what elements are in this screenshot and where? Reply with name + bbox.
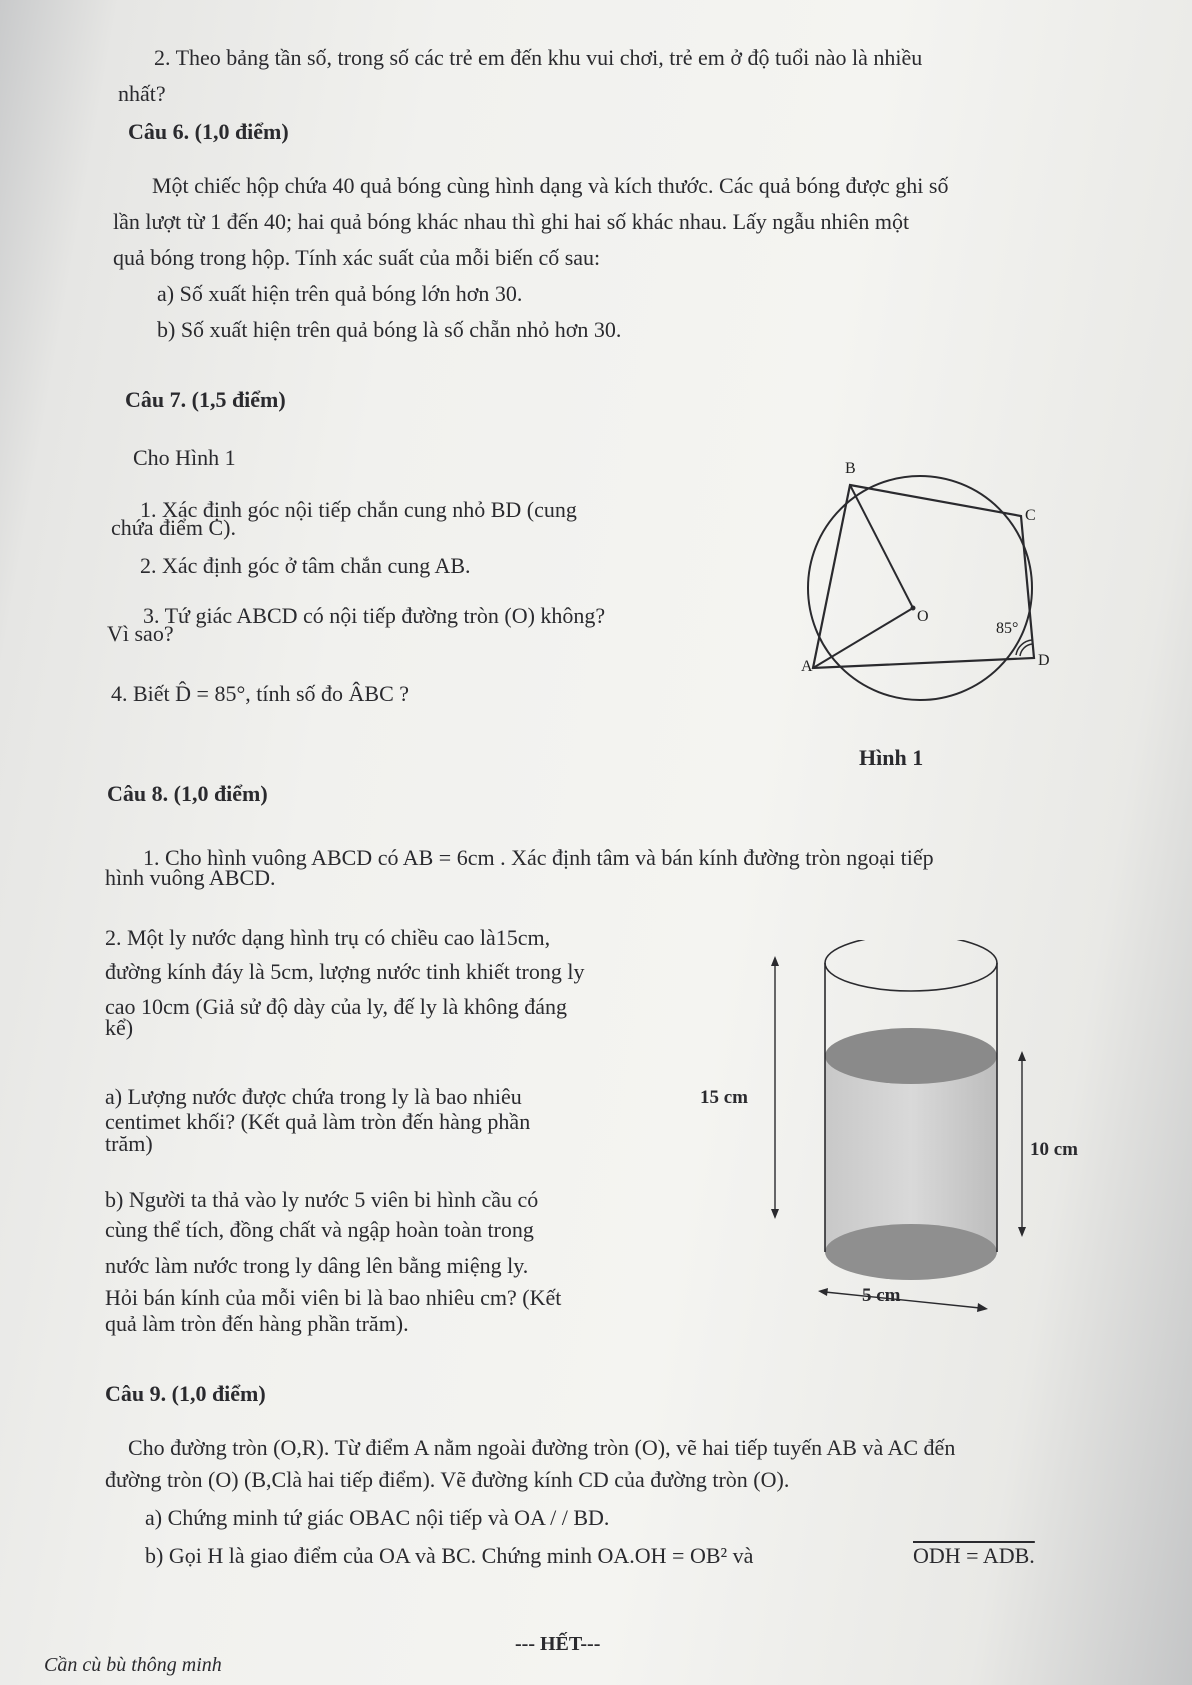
q7-part1-line1: 1. Xác định góc nội tiếp chắn cung nhỏ BD (cung	[140, 497, 577, 522]
q9-part-b-arcs: ODH = ADB.	[913, 1543, 1035, 1568]
label-10cm: 10 cm	[1030, 1139, 1079, 1160]
height-arrow-top	[771, 956, 779, 966]
glass-rim	[825, 940, 997, 991]
q7-part1-line2: chứa điểm C).	[111, 515, 236, 540]
height-arrow-bottom	[771, 1209, 779, 1219]
segment-bo	[850, 485, 913, 608]
segment-oa	[813, 608, 913, 668]
quadrilateral-abcd	[813, 485, 1034, 668]
label-c: C	[1025, 507, 1036, 524]
q5-part2-line2: nhất?	[118, 81, 166, 106]
q6-line3: quả bóng trong hộp. Tính xác suất của mỗi biến cố sau:	[113, 245, 601, 270]
water-body	[825, 1056, 997, 1252]
q8-part2-line2: đường kính đáy là 5cm, lượng nước tinh khiết trong ly	[105, 959, 585, 984]
q6-part-b: b) Số xuất hiện trên quả bóng là số chẵn nhỏ hơn 30.	[157, 317, 622, 342]
q8-part1-line2: hình vuông ABCD.	[105, 865, 276, 890]
q9-line2: đường tròn (O) (B,Clà hai tiếp điểm). Vẽ đường kính CD của đường tròn (O).	[105, 1467, 790, 1492]
label-5cm: 5 cm	[862, 1285, 901, 1306]
q8-part-a-line1: a) Lượng nước được chứa trong ly là bao nhiêu	[105, 1084, 522, 1109]
q8-part-b-line3: nước làm nước trong ly dâng lên bằng miệng ly.	[105, 1253, 529, 1278]
q9-part-a: a) Chứng minh tứ giác OBAC nội tiếp và OA / / BD.	[145, 1505, 610, 1530]
water-surface	[825, 1028, 997, 1084]
label-angle-85: 85°	[996, 620, 1019, 637]
q6-title: Câu 6. (1,0 điểm)	[128, 119, 289, 144]
diameter-arrow-right	[977, 1303, 988, 1312]
q7-title: Câu 7. (1,5 điểm)	[125, 387, 286, 412]
glass-bottom	[825, 1224, 997, 1280]
label-o: O	[917, 608, 929, 625]
label-15cm: 15 cm	[700, 1087, 749, 1108]
q7-part3-line2: Vì sao?	[107, 621, 174, 646]
water-arrow-top	[1018, 1051, 1026, 1061]
end-marker: --- HẾT---	[515, 1633, 601, 1655]
q8-part-a-line3: trăm)	[105, 1131, 153, 1156]
q8-part2-line1: 2. Một ly nước dạng hình trụ có chiều cao là15cm,	[105, 925, 551, 950]
figure-1-caption: Hình 1	[859, 745, 924, 770]
label-a: A	[801, 658, 813, 675]
q6-part-a: a) Số xuất hiện trên quả bóng lớn hơn 30.	[157, 281, 523, 306]
q7-part3-line1: 3. Tứ giác ABCD có nội tiếp đường tròn (O) không?	[143, 603, 606, 628]
q8-part-b-line4: Hỏi bán kính của mỗi viên bi là bao nhiêu cm? (Kết	[105, 1285, 562, 1310]
q8-part2-line3: cao 10cm (Giả sử độ dày của ly, đế ly là không đáng	[105, 994, 567, 1019]
q6-line2: lần lượt từ 1 đến 40; hai quả bóng khác nhau thì ghi hai số khác nhau. Lấy ngẫu nhiên một	[113, 209, 910, 234]
q5-part2-line1: 2. Theo bảng tần số, trong số các trẻ em đến khu vui chơi, trẻ em ở độ tuổi nào là nhiều	[154, 45, 923, 70]
q8-part1-line1: 1. Cho hình vuông ABCD có AB = 6cm . Xác định tâm và bán kính đường tròn ngoại tiếp	[143, 845, 934, 870]
diameter-arrow-left	[818, 1288, 828, 1296]
q8-part2-line4: kể)	[105, 1015, 134, 1040]
q7-part4: 4. Biết D̂ = 85°, tính số đo ÂBC ?	[111, 681, 410, 706]
q7-intro: Cho Hình 1	[133, 445, 236, 470]
angle-d-arc-inner	[1020, 644, 1032, 656]
q8-title: Câu 8. (1,0 điểm)	[107, 781, 268, 806]
figure-1-circle-diagram	[770, 455, 1070, 755]
figure-cylinder-glass	[690, 940, 1110, 1320]
q9-line1: Cho đường tròn (O,R). Từ điểm A nằm ngoài đường tròn (O), vẽ hai tiếp tuyến AB và AC đến	[128, 1435, 956, 1460]
water-arrow-bottom	[1018, 1227, 1026, 1237]
q9-title: Câu 9. (1,0 điểm)	[105, 1381, 266, 1406]
diameter-arrow	[825, 1292, 980, 1308]
q8-part-b-line5: quả làm tròn đến hàng phần trăm).	[105, 1311, 409, 1336]
q9-part-b-text: b) Gọi H là giao điểm của OA và BC. Chứng minh OA.OH = OB² và	[145, 1543, 754, 1568]
label-b: B	[845, 460, 856, 477]
q8-part-b-line2: cùng thể tích, đồng chất và ngập hoàn toàn trong	[105, 1217, 534, 1242]
q6-line1: Một chiếc hộp chứa 40 quả bóng cùng hình dạng và kích thước. Các quả bóng được ghi số	[152, 173, 949, 198]
footer-note: Cần cù bù thông minh	[44, 1654, 222, 1676]
label-d: D	[1038, 652, 1050, 669]
q8-part-a-line2: centimet khối? (Kết quả làm tròn đến hàng phần	[105, 1109, 531, 1134]
q7-part2: 2. Xác định góc ở tâm chắn cung AB.	[140, 553, 471, 578]
center-point	[911, 606, 916, 611]
q8-part-b-line1: b) Người ta thả vào ly nước 5 viên bi hình cầu có	[105, 1187, 539, 1212]
